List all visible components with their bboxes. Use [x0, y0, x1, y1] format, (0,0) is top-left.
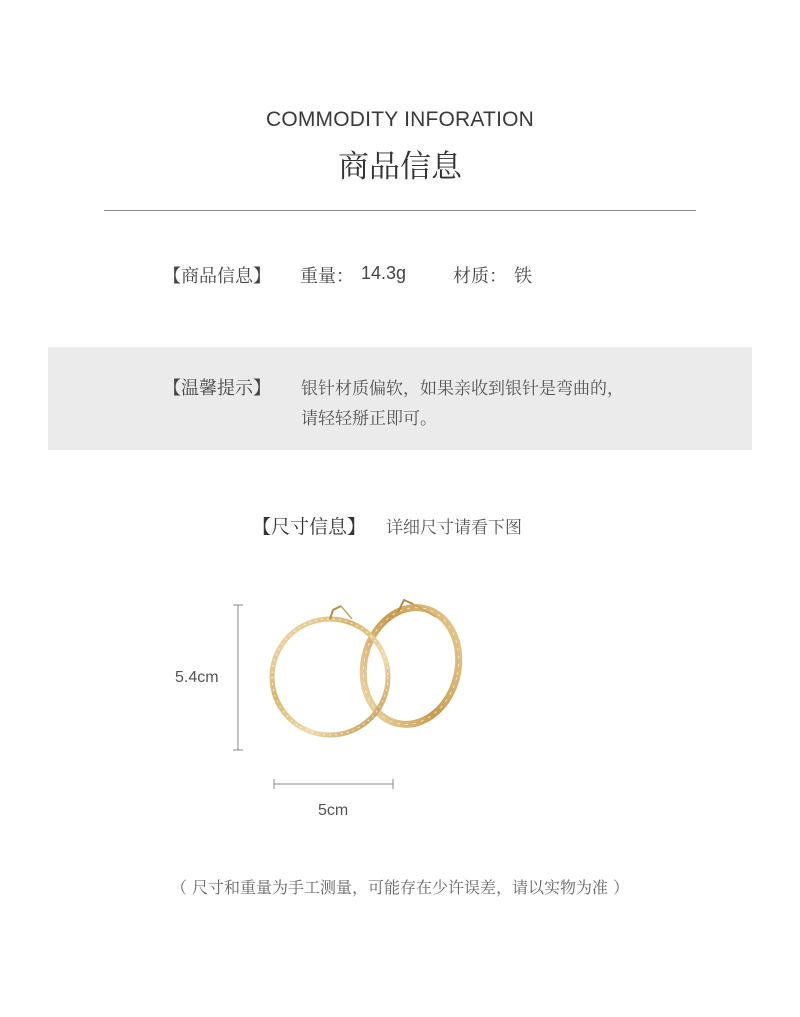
- material-value: 铁: [514, 266, 532, 287]
- title-english: COMMODITY INFORATION: [265, 108, 535, 131]
- weight-label: 重量：: [300, 266, 354, 287]
- notice-line-2: 请轻轻掰正即可。: [301, 409, 437, 429]
- hoop-earring-left: [272, 606, 388, 735]
- size-text: 详细尺寸请看下图: [386, 518, 522, 538]
- notice-label: 【温馨提示】: [163, 378, 271, 399]
- height-dimension-line: [233, 605, 243, 750]
- weight-value: 14.3g: [361, 263, 407, 283]
- height-measurement: 5.4cm: [175, 669, 219, 686]
- title-chinese: 商品信息: [338, 149, 462, 185]
- info-label: 【商品信息】: [163, 266, 271, 287]
- notice-line-1: 银针材质偏软，如果亲收到银针是弯曲的，: [301, 379, 624, 399]
- width-measurement: 5cm: [318, 802, 349, 819]
- material-label: 材质：: [453, 266, 507, 287]
- width-dimension-line: [274, 779, 393, 789]
- footnote: （ 尺寸和重量为手工测量，可能存在少许误差，请以实物为准 ）: [170, 878, 630, 897]
- size-label: 【尺寸信息】: [252, 516, 367, 538]
- hoop-earring-right: [351, 597, 471, 734]
